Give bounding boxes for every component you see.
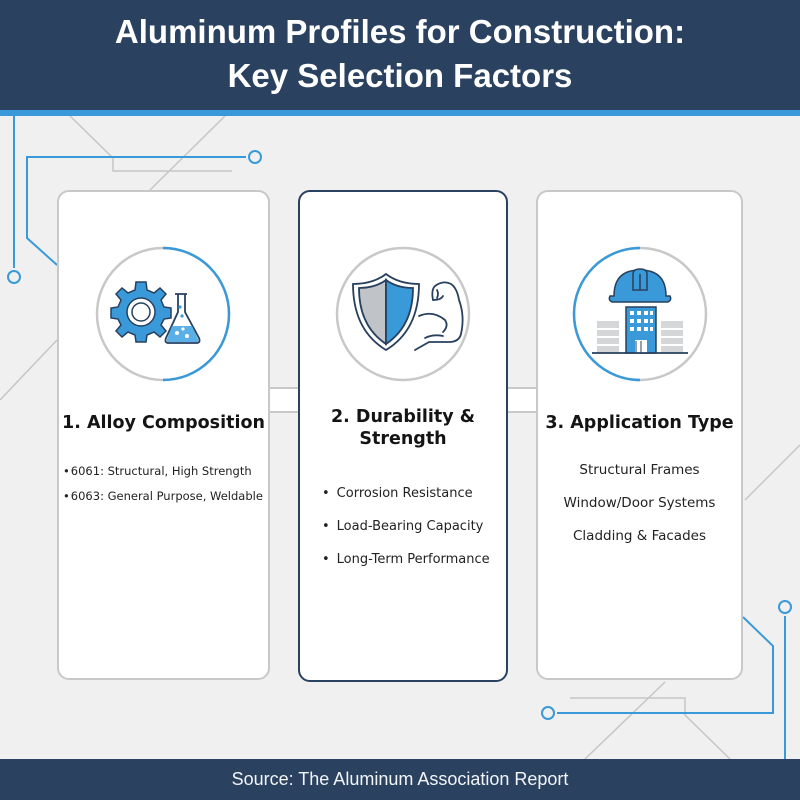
- card-list: [538, 460, 741, 559]
- list-item: • Long-Term Performance: [322, 550, 528, 583]
- list-item: Structural Frames: [579, 462, 700, 478]
- hardhat-and-building-icon: [570, 244, 710, 384]
- page-title: [0, 10, 800, 98]
- list-item: • Corrosion Resistance: [322, 484, 528, 517]
- card-title: 1. Alloy Composition: [62, 413, 265, 433]
- header-banner: [0, 0, 800, 110]
- title-line-1: Aluminum Profiles for Construction:: [114, 13, 686, 50]
- card-title-line-1: 2. Durability &: [331, 407, 475, 427]
- card-list: [63, 462, 272, 512]
- list-item: • 6061: Structural, High Strength: [63, 462, 272, 487]
- shield-and-bicep-icon: [333, 244, 473, 384]
- card-list: [322, 484, 528, 583]
- card-application-type: [536, 190, 743, 680]
- gear-and-flask-icon: [93, 244, 233, 384]
- source-footer: Source: The Aluminum Association Report: [0, 759, 800, 800]
- gear-icon: [111, 282, 171, 342]
- card-title: 3. Application Type: [545, 413, 734, 433]
- card-title: [300, 406, 506, 450]
- card-connector-1-2: [268, 387, 300, 413]
- card-alloy-composition: [57, 190, 270, 680]
- card-connector-2-3: [506, 387, 538, 413]
- list-item: • Load-Bearing Capacity: [322, 517, 528, 550]
- header-accent-stripe: [0, 110, 800, 116]
- list-item: Cladding & Facades: [573, 528, 706, 544]
- list-item: • 6063: General Purpose, Weldable: [63, 487, 272, 512]
- title-line-2: Key Selection Factors: [227, 57, 573, 94]
- list-item: Window/Door Systems: [563, 495, 716, 511]
- card-durability-strength: [298, 190, 508, 682]
- card-title-line-2: Strength: [359, 429, 447, 449]
